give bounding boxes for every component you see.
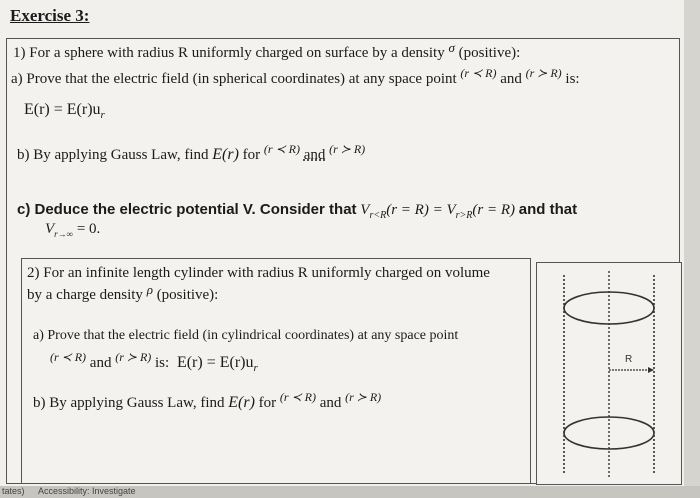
part1-a-cond2: (r ≻ R) — [525, 66, 562, 80]
accessibility-status[interactable]: Accessibility: Investigate — [38, 486, 136, 496]
part2-a-formula-sub: r — [253, 362, 258, 374]
part2-a-cond2: (r ≻ R) — [115, 350, 152, 364]
part1-c-eq2-v: V — [45, 221, 55, 237]
part1-intro — [13, 40, 521, 62]
part2-b-cond1: (r ≺ R) — [279, 390, 316, 404]
part2-b-for: for — [258, 395, 277, 411]
part1-c-eq1-sub: r<R — [369, 210, 387, 221]
part1-a-and: and — [500, 71, 522, 87]
cylinder-figure — [536, 262, 682, 485]
part2-b-cond2: (r ≻ R) — [345, 390, 382, 404]
part1-c-eq2-sub: r→∞ — [54, 229, 74, 239]
cylinder-diagram — [537, 263, 681, 484]
part2-a-formula: E(r) = E(r)u — [176, 354, 254, 371]
taskbar-footer — [0, 486, 700, 498]
part1-a-label: a) Prove that the electric field (in spherical coordinates) at any space point — [11, 71, 457, 87]
radius-arrowhead — [648, 367, 654, 373]
part2-a-conditions — [50, 350, 258, 374]
part1-c-eq2 — [45, 221, 100, 239]
part1-c-eq1-rest: (r = R) = V — [386, 202, 456, 218]
part1-a-formula-sub: r — [100, 109, 105, 122]
part2-a-cond1: (r ≺ R) — [50, 350, 87, 364]
part1-intro-end: (positive): — [458, 45, 521, 61]
part1-a-formula-text: E(r) = E(r)u — [24, 101, 101, 118]
part2-a-and: and — [89, 355, 112, 371]
part1-intro-text: 1) For a sphere with radius R uniformly charged on surface by a density — [13, 45, 445, 61]
part1-c-eq1-sub2: r>R — [455, 210, 473, 221]
part1-a — [11, 66, 580, 88]
part1-c-eq1: V — [360, 202, 370, 218]
part1-b-cond2: (r ≻ R) — [329, 142, 366, 156]
sigma-symbol: σ — [448, 40, 455, 55]
part1-b-and: and — [303, 147, 326, 163]
part1-b-field: E(r) — [212, 146, 239, 163]
part1-b-label: b) By applying Gauss Law, find — [17, 147, 209, 163]
part1-c-label: c) Deduce the electric potential V. Consider that — [17, 201, 357, 218]
part2-a-is: is: — [155, 355, 170, 371]
part2-b-and: and — [319, 395, 342, 411]
part2-b — [33, 390, 382, 412]
exercise-title: Exercise 3: — [10, 6, 90, 25]
part2-a-label: a) Prove that the electric field (in cylindrical coordinates) at any space point — [33, 328, 459, 343]
part2-b-label: b) By applying Gauss Law, find — [33, 395, 225, 411]
footer-left: tates) — [2, 486, 25, 496]
part1-c-eq1-rest2: (r = R) — [472, 202, 515, 218]
part1-c — [17, 201, 577, 221]
radius-label: R — [625, 354, 633, 365]
part2-intro1: 2) For an infinite length cylinder with radius R uniformly charged on volume — [27, 265, 490, 281]
part1-a-formula — [24, 101, 105, 121]
rho-symbol: ρ — [146, 282, 153, 297]
part1-c-eq2-rest: = 0. — [76, 221, 101, 237]
part1-a-cond1: (r ≺ R) — [460, 66, 497, 80]
part1-b — [17, 142, 366, 164]
part1-c-and-that: and that — [518, 201, 578, 218]
part2-b-field: E(r) — [228, 394, 255, 411]
part1-b-for: for — [242, 147, 261, 163]
part2-intro2 — [27, 282, 219, 304]
part2-intro2-end: (positive): — [156, 287, 219, 303]
part1-a-is: is: — [565, 71, 580, 87]
part2-intro2-text: by a charge density — [27, 287, 143, 303]
part1-b-cond1: (r ≺ R) — [263, 142, 300, 156]
